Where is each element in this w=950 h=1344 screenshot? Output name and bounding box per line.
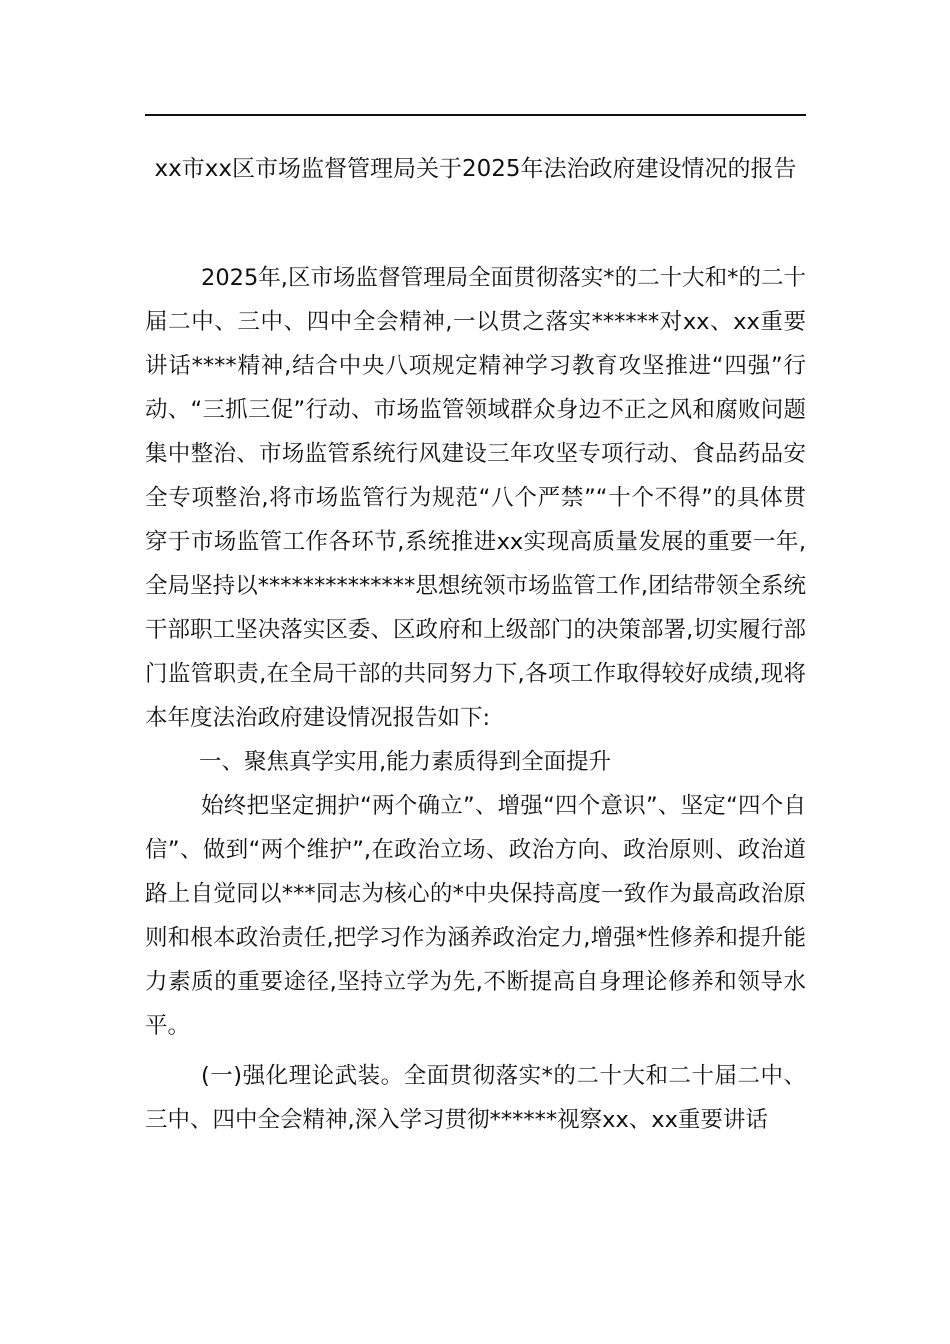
intro-paragraph: 2025年,区市场监督管理局全面贯彻落实*的二十大和*的二十届二中、三中、四中全会精神,一以贯之落实******对xx、xx重要讲话****精神,结合中央八项规定精神学习教育攻坚推进“四强”行动、“三抓三促”行动、市场监管领域群众身边不正之风和腐败问题集中整治、市场监管系统行风建设三年攻坚专项行动、食品药品安全专项整治,将市场监管行为规范“八个严禁”“十个不得”的具体贯穿于市场监管工作各环节,系统推进xx实现高质量发展的重要一年,全局坚持以**************思想统领市场监管工作,团结带领全系统干部职工坚决落实区委、区政府和上级部门的决策部署,切实履行部门监管职责,在全局干部的共同努力下,各项工作取得较好成绩,现将本年度法治政府建设情况报告如下: [145, 265, 806, 731]
section-1-paragraph: 始终把坚定拥护“两个确立”、增强“四个意识”、坚定“四个自信”、做到“两个维护”,在政治立场、政治方向、政治原则、政治道路上自觉同以***同志为核心的*中央保持高度一致作为最高政治原则和根本政治责任,把学习作为涵养政治定力,增强*性修养和提升能力素质的重要途径,坚持立学为先,不断提高自身理论修养和领导水平。 [145, 793, 806, 1039]
document-title: xx市xx区市场监督管理局关于2025年法治政府建设情况的报告 [154, 156, 797, 182]
subsection-1-paragraph: (一)强化理论武装。全面贯彻落实*的二十大和二十届二中、三中、四中全会精神,深入学习贯彻******视察xx、xx重要讲话 [145, 1063, 806, 1133]
section-heading-1: 一、聚焦真学实用,能力素质得到全面提升 [199, 749, 612, 775]
header-rule [145, 114, 806, 116]
document-body [145, 256, 806, 1142]
